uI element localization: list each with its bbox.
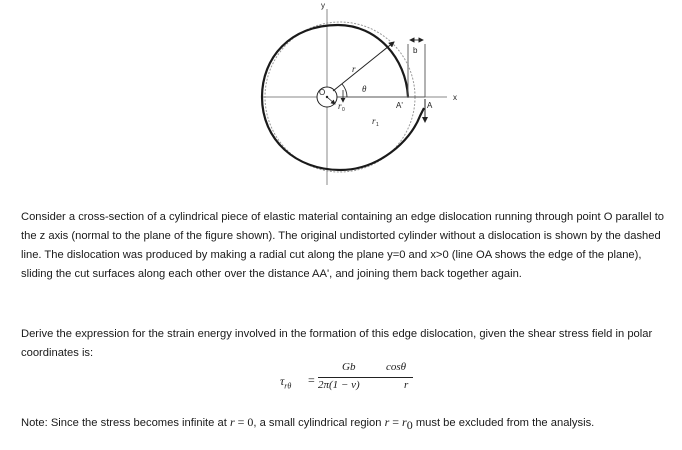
numerator-cos: cosθ: [386, 361, 407, 373]
label-x: x: [453, 93, 457, 102]
equation-lhs: [280, 374, 291, 390]
problem-paragraph-2: Derive the expression for the strain energy involved in the formation of this edge dislocation, given the shear stress field in polar coordinates is:: [21, 328, 653, 359]
note-math-r0: r: [402, 415, 407, 429]
fraction-bar: [318, 377, 413, 378]
label-y: y: [321, 1, 325, 10]
label-r1-sub: 1: [376, 122, 379, 128]
numerator-gb: Gb: [342, 361, 356, 373]
note-text-3: must be excluded from the analysis.: [412, 417, 595, 429]
label-r: r: [352, 64, 356, 74]
dislocation-figure: [0, 0, 682, 185]
equation-equals: =: [308, 373, 315, 387]
label-r1: r: [372, 116, 376, 126]
denominator-left: 2π(1 − ν): [318, 379, 360, 391]
equation-tau-subscript: rθ: [284, 381, 292, 391]
label-r0-sub: 0: [342, 107, 345, 113]
problem-paragraph-1: Consider a cross-section of a cylindrical piece of elastic material containing an edge dislocation running through point O parallel to the z axis (normal to the plane of the figure shown). The original undistorted cylinder without a dislocation is shown by the dashed line. The dislocation was produced by making a radial cut along the plane y=0 and x>0 (line OA shows the edge of the plane), sliding the cut surfaces along each other over the distance AA', and joining them back together again.: [21, 211, 665, 280]
label-b: b: [413, 46, 418, 55]
denominator-r: r: [404, 379, 409, 391]
label-a-prime: A': [396, 101, 403, 110]
stress-equation: [280, 361, 420, 401]
note-math-r: r: [229, 415, 235, 429]
note-math-r2: r: [384, 415, 390, 429]
label-theta: θ: [362, 84, 367, 94]
figure-svg: [0, 0, 682, 185]
note-math-eq: =: [389, 415, 403, 429]
label-a: A: [427, 101, 433, 110]
label-origin: O: [319, 88, 326, 97]
label-r0: r: [338, 101, 342, 111]
note-math-eq-zero: = 0: [234, 415, 254, 429]
note-text-2: , a small cylindrical region: [253, 417, 385, 429]
equation-tau: τ: [280, 374, 285, 388]
note-paragraph: [21, 414, 671, 433]
note-text-1: Note: Since the stress becomes infinite at: [21, 417, 230, 429]
note-math-r0-sub: 0: [406, 418, 413, 433]
